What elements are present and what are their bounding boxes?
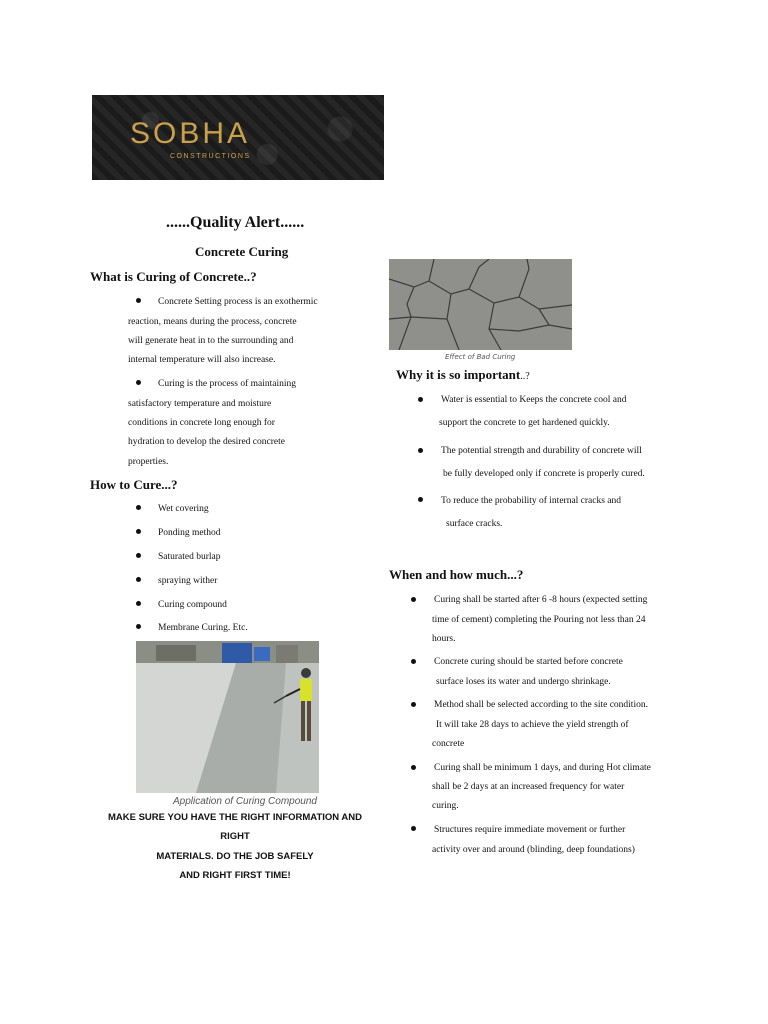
when-b3-line2: It will take 28 days to achieve the yield strength of [436, 720, 629, 730]
when-b1-line2: time of cement) completing the Pouring not less than 24 [432, 615, 646, 625]
how-item: Saturated burlap [158, 552, 221, 562]
section-heading-why [396, 367, 530, 383]
what-bullet2-line3: conditions in concrete long enough for [128, 418, 275, 428]
why-heading-text: Why it is so important [396, 367, 521, 382]
when-b4-line2: shall be 2 days at an increased frequency for water [432, 782, 625, 792]
how-item: Curing compound [158, 600, 227, 610]
logo-subtitle: CONSTRUCTIONS [170, 153, 251, 160]
when-b1-line3: hours. [432, 634, 456, 644]
safety-note-line2: RIGHT [220, 831, 250, 842]
bullet-icon [136, 529, 141, 534]
safety-note-line1: MAKE SURE YOU HAVE THE RIGHT INFORMATION AND [107, 812, 363, 823]
what-bullet1-line3: will generate heat in to the surrounding and [128, 336, 294, 346]
photo-caption: Application of Curing Compound [173, 796, 317, 807]
bullet-icon [136, 505, 141, 510]
what-bullet2-line4: hydration to develop the desired concrete [128, 437, 285, 447]
company-logo-banner [92, 95, 384, 180]
what-bullet1-line1: Concrete Setting process is an exothermic [158, 297, 318, 307]
section-heading-what: What is Curing of Concrete..? [90, 269, 257, 284]
bullet-icon [411, 765, 416, 770]
curing-compound-photo [136, 641, 319, 793]
page-title: ......Quality Alert...... [166, 214, 305, 231]
bullet-icon [418, 448, 423, 453]
why-b1-line1: Water is essential to Keeps the concrete cool and [441, 395, 627, 405]
bullet-icon [136, 624, 141, 629]
why-b2-line1: The potential strength and durability of concrete will [441, 446, 642, 456]
bad-curing-cracks-photo [389, 259, 572, 350]
how-item: spraying wither [158, 576, 218, 586]
when-b4-line1: Curing shall be minimum 1 days, and during Hot climate [434, 763, 651, 773]
bullet-icon [136, 577, 141, 582]
safety-note-line3: MATERIALS. DO THE JOB SAFELY [156, 851, 314, 862]
bullet-icon [411, 826, 416, 831]
bullet-icon [136, 601, 141, 606]
when-b1-line1: Curing shall be started after 6 -8 hours (expected setting [434, 595, 648, 605]
why-b2-line2: be fully developed only if concrete is properly cured. [443, 469, 645, 479]
safety-note-line4: AND RIGHT FIRST TIME! [179, 870, 291, 881]
when-b5-line2: activity over and around (blinding, deep foundations) [432, 845, 635, 855]
why-b1-line2: support the concrete to get hardened quickly. [439, 418, 610, 428]
cracks-illustration [389, 259, 572, 350]
when-b2-line2: surface loses its water and undergo shrinkage. [436, 677, 611, 687]
how-item: Membrane Curing. Etc. [158, 623, 248, 633]
bullet-icon [411, 659, 416, 664]
bullet-icon [418, 397, 423, 402]
when-b3-line1: Method shall be selected according to the site condition. [434, 700, 648, 710]
why-b3-line1: To reduce the probability of internal cracks and [441, 496, 622, 506]
why-b3-line2: surface cracks. [446, 519, 503, 529]
what-bullet2-line1: Curing is the process of maintaining [158, 379, 296, 389]
cracks-caption: Effect of Bad Curing [445, 353, 516, 361]
section-heading-when: When and how much...? [389, 567, 524, 582]
section-heading-how: How to Cure...? [90, 477, 178, 492]
page-subtitle: Concrete Curing [195, 244, 289, 259]
what-bullet1-line4: internal temperature will also increase. [128, 355, 276, 365]
why-heading-suffix: ..? [520, 371, 530, 382]
when-b5-line1: Structures require immediate movement or further [434, 825, 626, 835]
how-item: Ponding method [158, 528, 221, 538]
bullet-icon [418, 497, 423, 502]
logo-brand: SOBHA [130, 117, 251, 150]
when-b3-line3: concrete [432, 739, 465, 749]
when-b2-line1: Concrete curing should be started before concrete [434, 657, 623, 667]
bullet-icon [411, 597, 416, 602]
bullet-icon [411, 702, 416, 707]
bullet-icon [136, 380, 141, 385]
what-bullet2-line2: satisfactory temperature and moisture [128, 399, 272, 409]
what-bullet1-line2: reaction, means during the process, concrete [128, 317, 297, 327]
bullet-icon [136, 553, 141, 558]
when-b4-line3: curing. [432, 801, 459, 811]
how-item: Wet covering [158, 504, 209, 514]
what-bullet2-line5: properties. [128, 457, 169, 467]
bullet-icon [136, 298, 141, 303]
curing-compound-illustration [136, 641, 319, 793]
